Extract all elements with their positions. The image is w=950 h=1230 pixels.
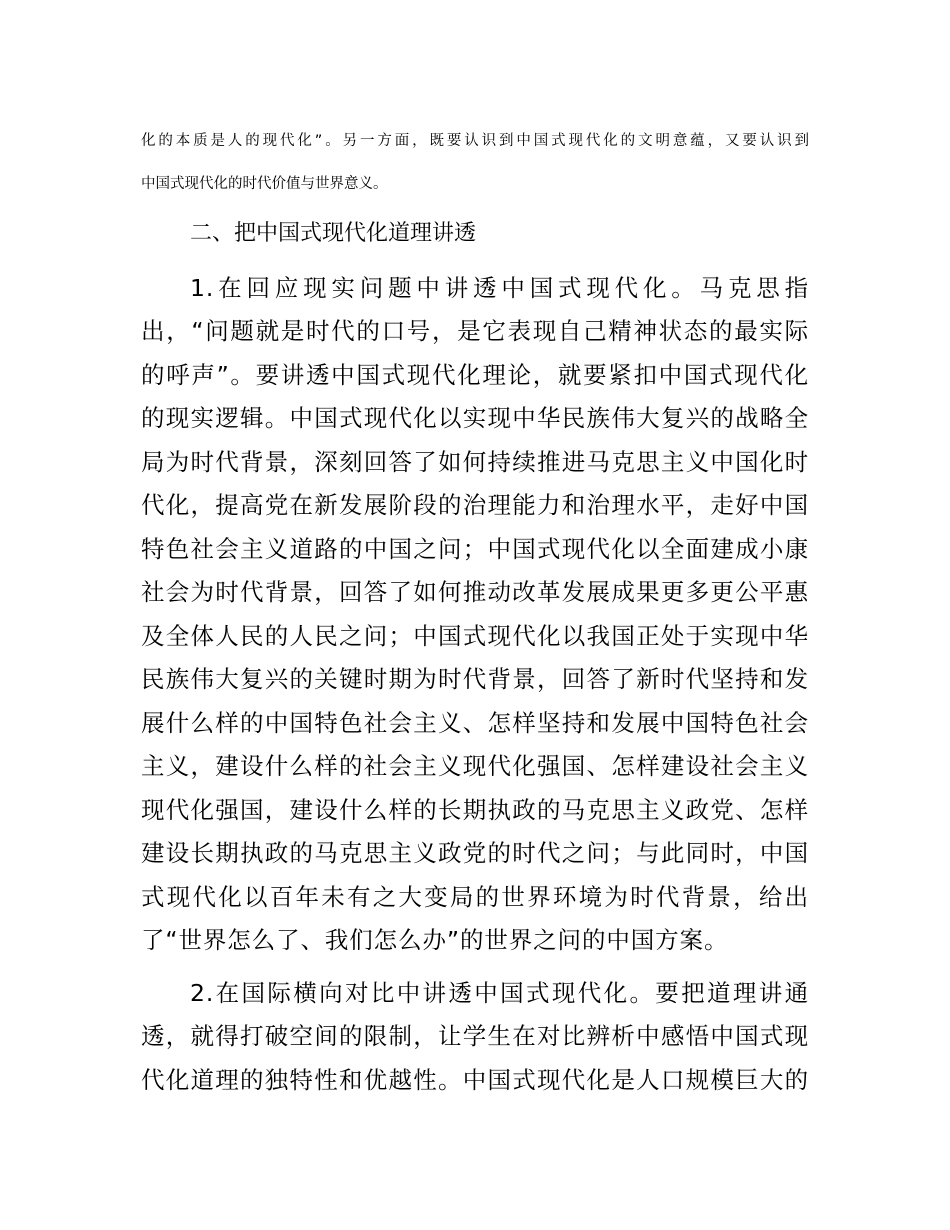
section-heading: 二、把中国式现代化道理讲透 [190,221,477,246]
paragraph-2-line: 代化道理的独特性和优越性。中国式现代化是人口规模巨大的 [141,1066,809,1094]
paragraph-1-line: 特色社会主义道路的中国之问；中国式现代化以全面建成小康 [141,535,809,563]
paragraph-1-line: 社会为时代背景，回答了如何推动改革发展成果更多更公平惠 [141,578,809,606]
paragraph-1-line: 建设长期执政的马克思主义政党的时代之问；与此同时，中国 [141,839,809,867]
paragraph-2-line: 透，就得打破空间的限制，让学生在对比辨析中感悟中国式现 [141,1022,809,1050]
paragraph-1-line: 了“世界怎么了、我们怎么办”的世界之问的中国方案。 [141,926,729,954]
paragraph-1-line: 的现实逻辑。中国式现代化以实现中华民族伟大复兴的战略全 [141,404,809,432]
paragraph-1-line: 局为时代背景，深刻回答了如何持续推进马克思主义中国化时 [141,448,809,476]
paragraph-1-line: 展什么样的中国特色社会主义、怎样坚持和发展中国特色社会 [141,709,809,737]
paragraph-1-line: 式现代化以百年未有之大变局的世界环境为时代背景，给出 [141,883,809,911]
paragraph-1-line: 出，“问题就是时代的口号，是它表现自己精神状态的最实际 [141,317,809,345]
paragraph-1-line: 现代化强国，建设什么样的长期执政的马克思主义政党、怎样 [141,796,809,824]
intro-line: 化的本质是人的现代化”。另一方面，既要认识到中国式现代化的文明意蕴，又要认识到 [141,133,809,149]
paragraph-1-line: 的呼声”。要讲透中国式现代化理论，就要紧扣中国式现代化 [141,361,809,389]
paragraph-1-line: 代化，提高党在新发展阶段的治理能力和治理水平，走好中国 [141,491,809,519]
paragraph-2-line: 2.在国际横向对比中讲透中国式现代化。要把道理讲通 [190,979,809,1007]
paragraph-1-line: 民族伟大复兴的关键时期为时代背景，回答了新时代坚持和发 [141,665,809,693]
intro-line: 中国式现代化的时代价值与世界意义。 [141,176,388,192]
paragraph-1-line: 及全体人民的人民之问；中国式现代化以我国正处于实现中华 [141,622,809,650]
paragraph-1-line: 1.在回应现实问题中讲透中国式现代化。马克思指 [190,274,809,302]
paragraph-1-line: 主义，建设什么样的社会主义现代化强国、怎样建设社会主义 [141,752,809,780]
